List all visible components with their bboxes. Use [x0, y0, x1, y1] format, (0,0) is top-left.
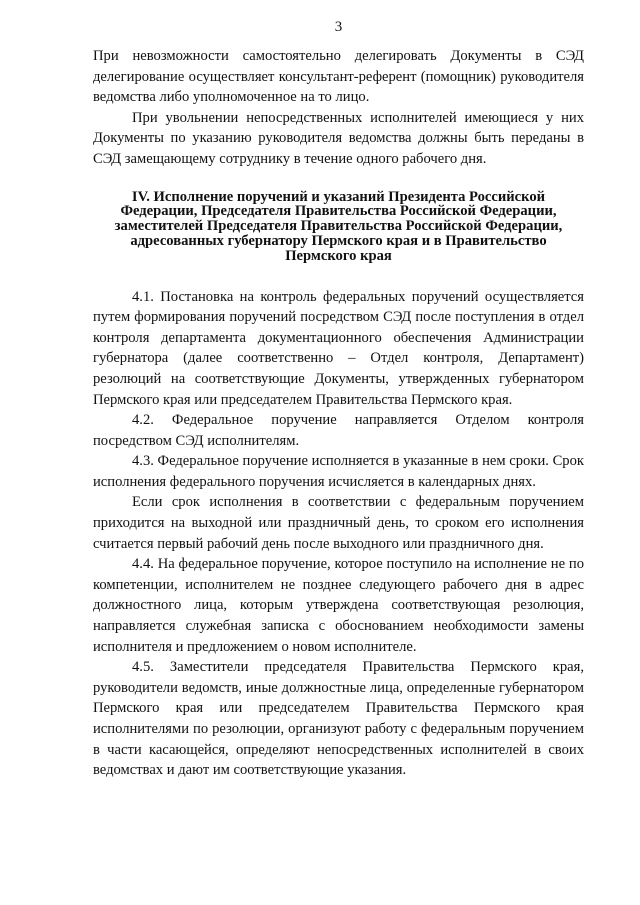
section-heading: IV. Исполнение поручений и указаний Президента Российской Федерации, Председателя Правительства Российской Федерации, заместителей Председателя Правительства Российской Федерации, адресованных губернатору Пермского края и в Правительство Пермского края [114, 188, 563, 264]
document-body [93, 46, 584, 781]
paragraph-4-2: 4.2. Федеральное поручение направляется Отделом контроля посредством СЭД исполнителям. [93, 412, 584, 449]
paragraph-delegation: При невозможности самостоятельно делегировать Документы в СЭД делегирование осуществляет консультант-референт (помощник) руководителя ведомства либо уполномоченное на то лицо. [93, 48, 584, 106]
paragraph-4-4: 4.4. На федеральное поручение, которое поступило на исполнение не по компетенции, исполнителем не позднее следующего рабочего дня в адрес должностного лица, которым утверждена соответствующая резолюция, направляется служебная записка с обоснованием необходимости замены исполнителя и предложением о новом исполнителе. [93, 556, 584, 655]
paragraph-dismissal: При увольнении непосредственных исполнителей имеющиеся у них Документы по указанию руководителя ведомства должны быть переданы в СЭД замещающему сотруднику в течение одного рабочего дня. [93, 109, 584, 167]
paragraph-4-5: 4.5. Заместители председателя Правительства Пермского края, руководители ведомств, иные должностные лица, определенные губернатором Пермского края или председателем Правительства Пермского края исполнителями по резолюции, организуют работу с федеральным поручением в части касающейся, определяют непосредственных исполнителей в своих ведомствах и дают им соответствующие указания. [93, 659, 584, 779]
paragraph-4-1: 4.1. Постановка на контроль федеральных поручений осуществляется путем формирования поручений посредством СЭД после поступления в отдел контроля департамента документационного обеспечения Администрации губернатора (далее соответственно – Отдел контроля, Департамент) резолюций на соответствующие Документы, утвержденных губернатором Пермского края или председателем Правительства Пермского края. [93, 288, 584, 408]
page-number: 3 [334, 19, 343, 35]
paragraph-4-3-holiday: Если срок исполнения в соответствии с федеральным поручением приходится на выходной или праздничный день, то сроком его исполнения считается первый рабочий день после выходного или праздничного дня. [93, 494, 584, 552]
document-page [93, 0, 584, 781]
paragraph-4-3: 4.3. Федеральное поручение исполняется в указанные в нем сроки. Срок исполнения федерального поручения исчисляется в календарных днях. [93, 453, 584, 490]
